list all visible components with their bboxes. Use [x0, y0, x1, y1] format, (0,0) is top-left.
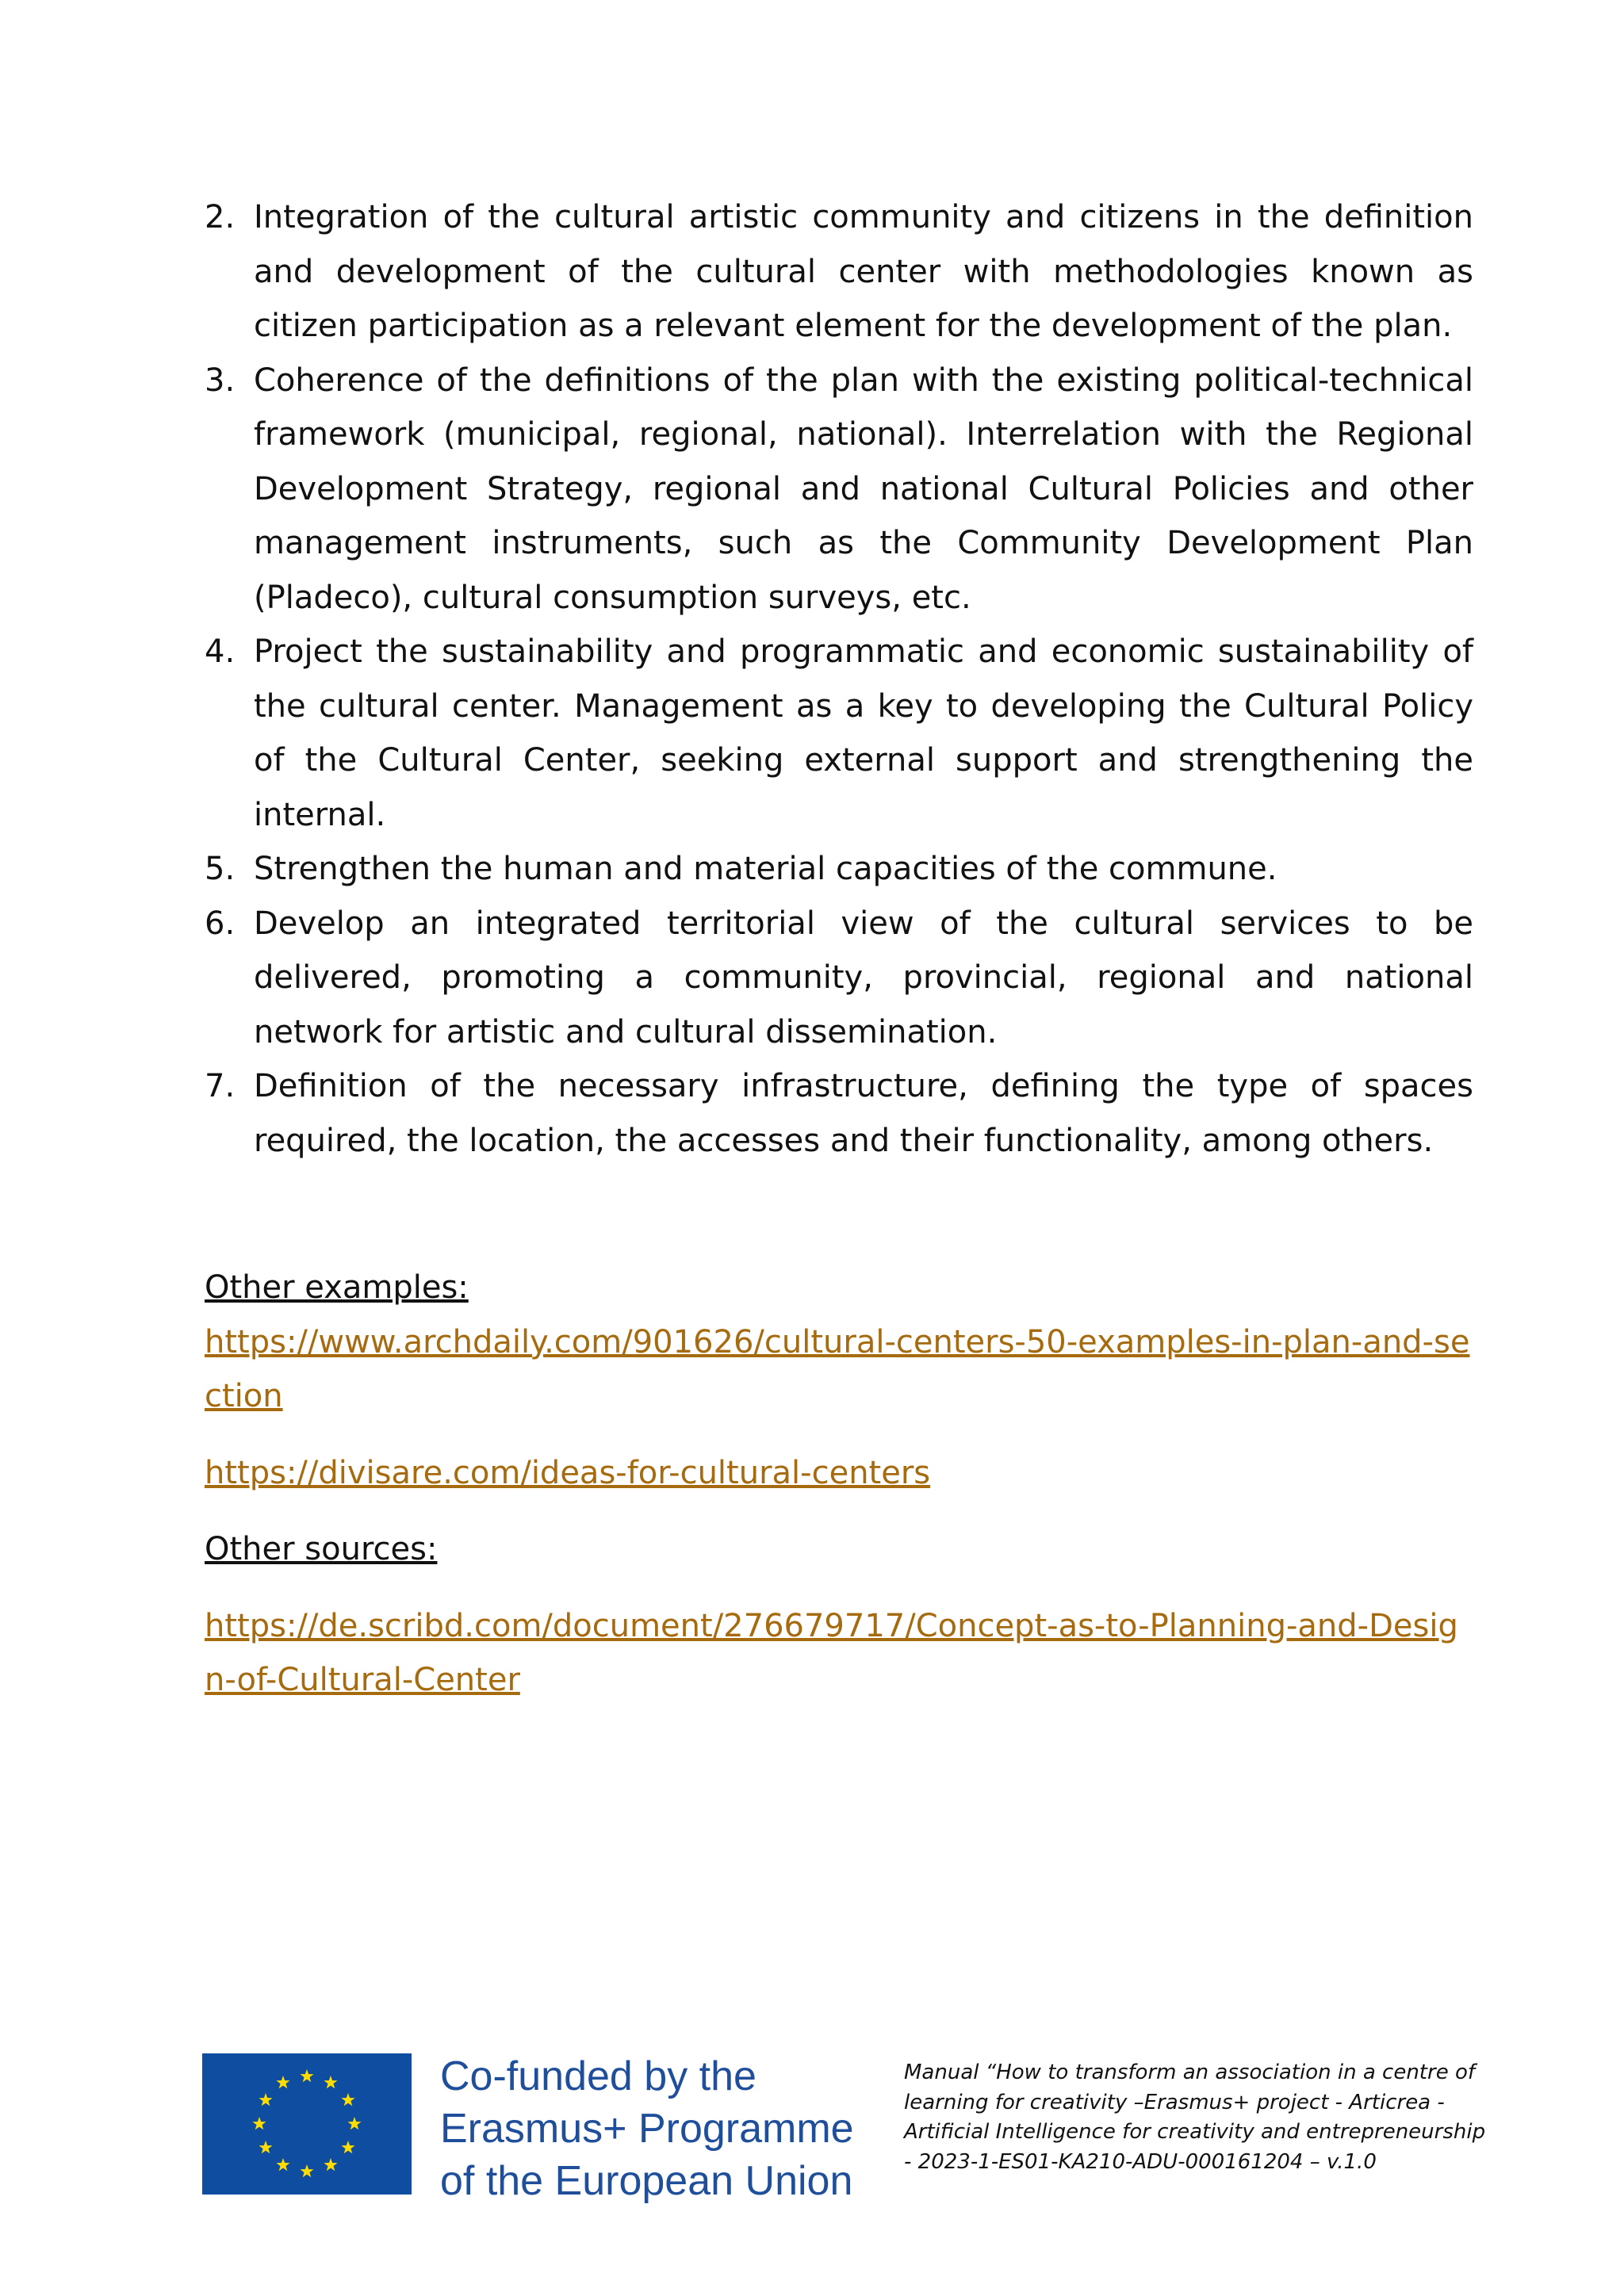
eu-flag-icon — [202, 2053, 412, 2195]
list-item-text: Develop an integrated territorial view of the cultural services to be delivered, promoting a community, provincial, regional and national network for artistic and cultural dissemination. — [254, 905, 1473, 1050]
list-item-text: Project the sustainability and programmatic and economic sustainability of the cultural center. Management as a key to developing the Cultural Policy of the Cultural Center, seeking external support and strengthening the internal. — [254, 633, 1473, 833]
list-item — [205, 190, 1473, 354]
cofunded-line-1: Co-funded by the — [440, 2053, 756, 2099]
list-item-text: Coherence of the definitions of the plan with the existing political-technical framework (municipal, regional, national). Interrelation with the Regional Development Strategy, regional and national Cultural Policies and other management instruments, such as the Community Development Plan (Pladeco), cultural consumption surveys, etc. — [254, 362, 1473, 616]
manual-citation: Manual “How to transform an association in a centre of learning for creativity –Erasmus+ project - Articrea - Artificial Intelligence for creativity and entrepreneurship - 2023-1-ES01-KA210-ADU-000161204 – v.1.0 — [904, 2061, 1486, 2174]
eu-star-icon — [341, 2141, 354, 2153]
eu-flag-stars — [202, 2053, 412, 2195]
eu-star-icon — [347, 2117, 361, 2130]
cofunded-line-3: of the European Union — [440, 2158, 853, 2204]
other-sources-heading: Other sources: — [205, 1531, 438, 1567]
divisare-link[interactable]: https://divisare.com/ideas-for-cultural-centers — [205, 1454, 931, 1491]
scribd-link[interactable]: https://de.scribd.com/document/276679717/Concept-as-to-Planning-and-Design-of-Cultural-Center — [205, 1607, 1458, 1698]
list-item — [205, 897, 1473, 1060]
list-item — [205, 1059, 1473, 1168]
list-item-number: 2. — [205, 199, 236, 235]
list-item-text: Definition of the necessary infrastructure, defining the type of spaces required, the location, the accesses and their functionality, among others. — [254, 1068, 1473, 1159]
eu-star-icon — [341, 2093, 354, 2106]
list-item-number: 4. — [205, 633, 236, 670]
eu-star-icon — [276, 2076, 289, 2088]
eu-star-icon — [252, 2117, 266, 2130]
list-item-number: 7. — [205, 1068, 236, 1104]
page-footer — [202, 2053, 1487, 2204]
other-examples-heading: Other examples: — [205, 1269, 469, 1306]
list-item-number: 6. — [205, 905, 236, 942]
eu-star-icon — [259, 2141, 272, 2153]
list-item-number: 3. — [205, 362, 236, 399]
eu-star-icon — [259, 2093, 272, 2106]
eu-star-icon — [324, 2158, 337, 2171]
list-item — [205, 842, 1473, 897]
list-item — [205, 354, 1473, 626]
eu-star-icon — [300, 2069, 313, 2082]
eu-star-icon — [324, 2076, 337, 2088]
list-item — [205, 625, 1473, 842]
cofunded-line-2: Erasmus+ Programme — [440, 2106, 854, 2152]
list-item-text: Integration of the cultural artistic community and citizens in the definition and development of the cultural center with methodologies known as citizen participation as a relevant element for the development of the plan. — [254, 199, 1473, 344]
list-item-text: Strengthen the human and material capacities of the commune. — [254, 851, 1277, 887]
references-section — [205, 1261, 1473, 1708]
list-item-number: 5. — [205, 851, 236, 887]
numbered-list — [205, 190, 1473, 1168]
eu-star-icon — [300, 2164, 313, 2177]
archdaily-link[interactable]: https://www.archdaily.com/901626/cultural-centers-50-examples-in-plan-and-section — [205, 1323, 1470, 1414]
cofunded-logo-text — [440, 2050, 854, 2207]
eu-star-icon — [276, 2158, 289, 2171]
